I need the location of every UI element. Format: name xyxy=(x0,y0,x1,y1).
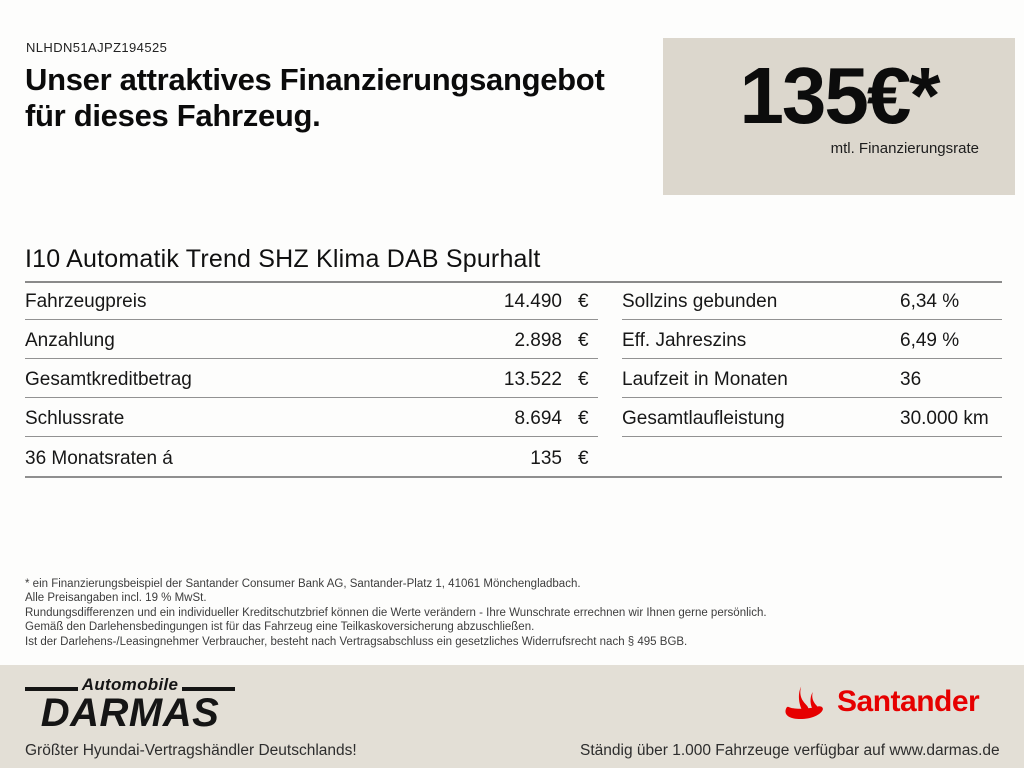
dealer-tagline: Größter Hyundai-Vertragshändler Deutschlands! xyxy=(25,742,357,759)
row-label: 36 Monatsraten á xyxy=(25,448,173,469)
page-title-line1: Unser attraktives Finanzierungsangebot xyxy=(25,62,605,97)
page-title-line2: für dieses Fahrzeug. xyxy=(25,98,321,133)
table-row-sollzins xyxy=(622,281,1002,320)
finance-table-left-column xyxy=(25,281,598,476)
monthly-rate-caption: mtl. Finanzierungsrate xyxy=(830,140,979,157)
page-title xyxy=(25,62,604,134)
row-label: Sollzins gebunden xyxy=(622,291,778,312)
finance-table-right-column xyxy=(622,281,1002,476)
santander-logo xyxy=(781,685,979,719)
monthly-rate-box xyxy=(663,38,1015,195)
table-row-gesamtkreditbetrag xyxy=(25,359,598,398)
vehicle-title: I10 Automatik Trend SHZ Klima DAB Spurhalt xyxy=(25,245,1002,283)
table-row-laufzeit xyxy=(622,359,1002,398)
row-unit: € xyxy=(578,408,589,429)
table-row-jahreszins xyxy=(622,320,1002,359)
row-label: Gesamtkreditbetrag xyxy=(25,369,192,390)
table-row-monatsraten xyxy=(25,437,598,476)
santander-wordmark: Santander xyxy=(837,685,980,718)
table-row-schlussrate xyxy=(25,398,598,437)
row-value: 2.898 xyxy=(514,330,562,351)
row-label: Fahrzeugpreis xyxy=(25,291,147,312)
disclaimer-line-4: Gemäß den Darlehensbedingungen ist für das Fahrzeug eine Teilkaskoversicherung abzuschließen. xyxy=(25,621,535,634)
row-label: Gesamtlaufleistung xyxy=(622,408,785,429)
row-value: 36 xyxy=(900,369,922,390)
row-value: 13.522 xyxy=(503,369,562,390)
table-row-empty xyxy=(622,437,1002,476)
disclaimer-line-1: * ein Finanzierungsbeispiel der Santander Consumer Bank AG, Santander-Platz 1, 41061 Mönchengladbach. xyxy=(25,578,581,590)
disclaimer-line-2: Alle Preisangaben incl. 19 % MwSt. xyxy=(25,592,207,605)
bank-tagline: Ständig über 1.000 Fahrzeuge verfügbar auf www.darmas.de xyxy=(580,742,1000,759)
row-value: 6,49 % xyxy=(900,330,960,351)
table-row-anzahlung xyxy=(25,320,598,359)
darmas-logo-subtitle: Automobile xyxy=(81,675,179,694)
disclaimer-line-3: Rundungsdifferenzen und ein individueller Kreditschutzbrief können die Werte verändern - Ihre Wunschrate errechnen wir Ihnen gerne persönlich. xyxy=(25,606,767,619)
row-unit: € xyxy=(578,448,589,469)
row-unit: € xyxy=(578,369,589,390)
row-label: Schlussrate xyxy=(25,408,125,429)
row-value: 8.694 xyxy=(514,408,562,429)
row-value: 6,34 % xyxy=(900,291,960,312)
monthly-rate-amount: 135€* xyxy=(739,51,939,140)
row-label: Eff. Jahreszins xyxy=(622,330,747,351)
disclaimer-line-5: Ist der Darlehens-/Leasingnehmer Verbraucher, besteht nach Vertragsabschluss ein gesetzliches Widerrufsrecht nach § 495 BGB. xyxy=(25,635,688,648)
santander-flame-icon xyxy=(781,685,829,719)
row-label: Anzahlung xyxy=(25,330,115,351)
darmas-logo xyxy=(25,675,235,733)
row-unit: € xyxy=(578,291,589,312)
darmas-logo-name: DARMAS xyxy=(40,691,220,735)
footer xyxy=(0,665,1024,768)
finance-table xyxy=(25,281,1002,478)
row-value: 14.490 xyxy=(503,291,562,312)
row-value: 30.000 km xyxy=(900,408,989,429)
disclaimer-text xyxy=(25,577,1005,649)
row-label: Laufzeit in Monaten xyxy=(622,369,788,390)
vin-number: NLHDN51AJPZ194525 xyxy=(26,40,168,55)
table-row-gesamtlaufleistung xyxy=(622,398,1002,437)
row-value: 135 xyxy=(530,448,562,469)
row-unit: € xyxy=(578,330,589,351)
table-row-fahrzeugpreis xyxy=(25,281,598,320)
